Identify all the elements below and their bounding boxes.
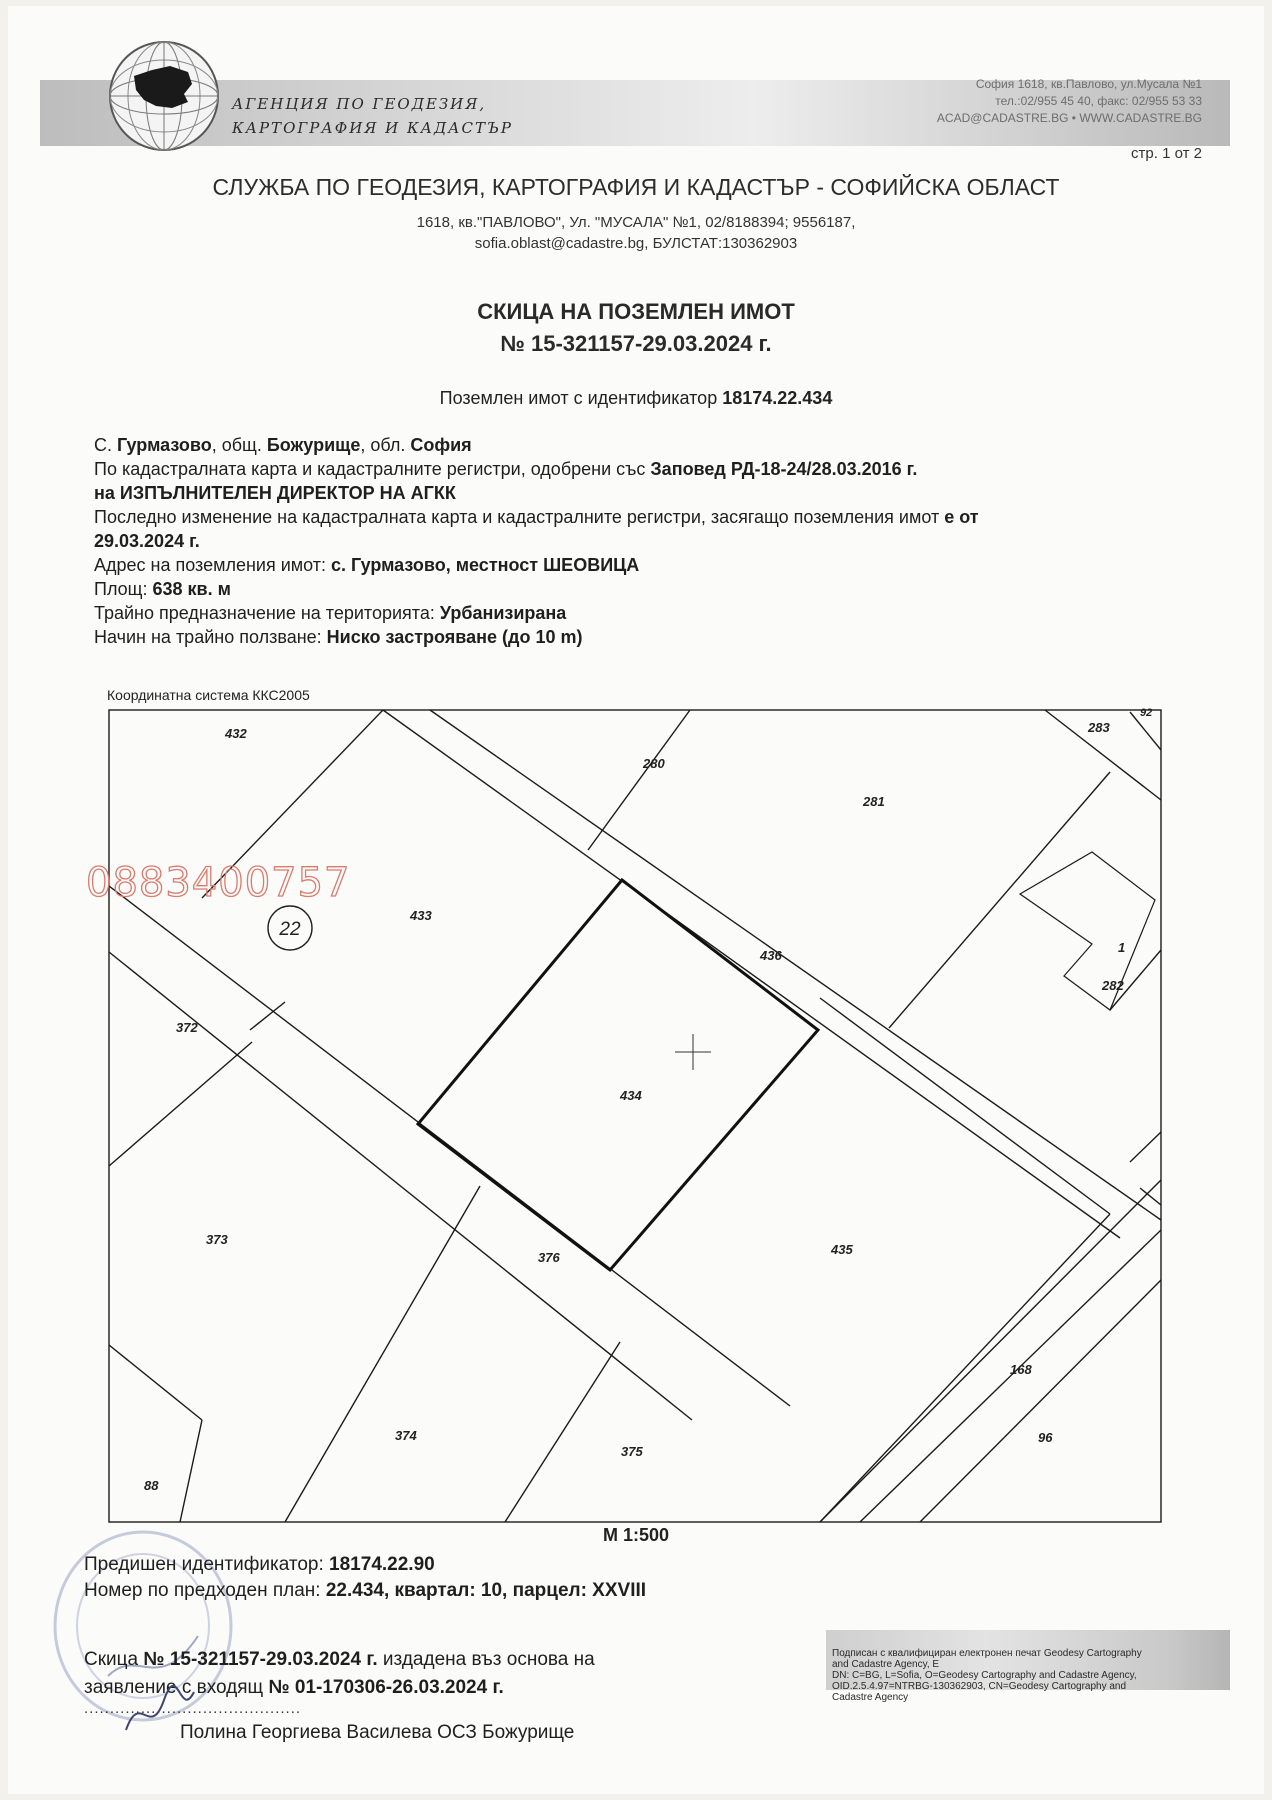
parcel-label-373: 373 [206, 1232, 228, 1247]
issued-line1 [84, 1646, 595, 1674]
parcel-label-432: 432 [225, 726, 247, 741]
usage-label: Начин на трайно ползване: [94, 627, 327, 647]
e-seal-line2: and Cadastre Agency, E [832, 1659, 940, 1670]
e-seal-text [832, 1648, 1232, 1703]
coordinate-system: Координатна система ККС2005 [107, 687, 310, 703]
parcel-label-376: 376 [538, 1250, 560, 1265]
address-value: с. Гурмазово, местност ШЕОВИЦА [331, 555, 640, 575]
area-label: Площ: [94, 579, 153, 599]
last-change-text: Последно изменение на кадастралната карта и кадастралните регистри, засягащо поземления имот [94, 507, 945, 527]
last-change-line [94, 505, 1174, 529]
phone-watermark: 0883400757 [86, 860, 351, 906]
area-value: 638 кв. м [152, 579, 231, 599]
parcel-label-436: 436 [760, 948, 782, 963]
agency-name [232, 92, 513, 140]
identifier-label: Поземлен имот с идентификатор [439, 388, 723, 408]
region: София [410, 435, 472, 455]
previous-id-value: 18174.22.90 [329, 1554, 435, 1575]
document-number: № 15-321157-29.03.2024 г. [500, 331, 772, 356]
previous-id-line [84, 1552, 646, 1578]
service-address [0, 212, 1272, 254]
village-prefix: С. [94, 435, 118, 455]
location-line [94, 433, 1174, 457]
contact-address: София 1618, кв.Павлово, ул.Мусала №1 [975, 77, 1202, 91]
village: Гурмазово [117, 435, 212, 455]
previous-info [84, 1552, 646, 1604]
approval-by-line [94, 481, 1174, 505]
agency-globe-logo [104, 36, 224, 156]
e-seal-line5: Cadastre Agency [832, 1692, 909, 1703]
service-address-line1: 1618, кв."ПАВЛОВО", Ул. "МУСАЛА" №1, 02/8188394; 9556187, [416, 214, 856, 231]
agency-contact [937, 76, 1202, 127]
parcel-label-280: 280 [643, 756, 665, 771]
usage-line [94, 625, 1174, 649]
agency-name-line1: АГЕНЦИЯ ПО ГЕОДЕЗИЯ, [232, 95, 487, 113]
parcel-label-434: 434 [620, 1088, 642, 1103]
agency-name-line2: КАРТОГРАФИЯ И КАДАСТЪР [232, 119, 514, 137]
purpose-label: Трайно предназначение на територията: [94, 603, 440, 623]
request-prefix: заявление с входящ [84, 1677, 269, 1698]
contact-phone: тел.:02/955 45 40, факс: 02/955 53 33 [995, 94, 1202, 108]
municipality: Божурище [266, 435, 361, 455]
issued-number: № 15-321157-29.03.2024 г. [143, 1649, 378, 1670]
parcel-label-374: 374 [395, 1428, 417, 1443]
page-number: стр. 1 от 2 [1131, 145, 1202, 162]
parcel-label-372: 372 [176, 1020, 198, 1035]
address-label: Адрес на поземления имот: [94, 555, 332, 575]
parcel-label-168: 168 [1010, 1362, 1032, 1377]
contact-email-web: ACAD@CADASTRE.BG • WWW.CADASTRE.BG [936, 111, 1202, 125]
parcel-label-1: 1 [1118, 940, 1126, 955]
map-frame [109, 710, 1161, 1522]
parcel-label-375: 375 [621, 1444, 643, 1459]
area-line [94, 577, 1174, 601]
property-info [94, 433, 1174, 649]
previous-plan-label: Номер по предходен план: [84, 1580, 326, 1601]
identifier-value: 18174.22.434 [722, 388, 833, 408]
approval-text: По кадастралната карта и кадастралните регистри, одобрени със [94, 459, 651, 479]
last-change-date-line [94, 529, 1174, 553]
address-line [94, 553, 1174, 577]
document-title-text: СКИЦА НА ПОЗЕМЛЕН ИМОТ [477, 299, 795, 324]
cadastral-map [100, 700, 1166, 1524]
last-change-date: 29.03.2024 г. [94, 531, 200, 551]
block-number: 22 [279, 919, 301, 940]
parcel-label-92: 92 [1140, 707, 1153, 719]
e-seal-line4: OID.2.5.4.97=NTRBG-130362903, CN=Geodesy Cartography and [832, 1681, 1127, 1692]
parcel-label-282: 282 [1102, 978, 1124, 993]
e-seal-line1: Подписан с квалифициран електронен печат Geodesy Cartography [832, 1648, 1142, 1659]
parcel-label-433: 433 [410, 908, 432, 923]
parcel-label-88: 88 [144, 1478, 159, 1493]
parcel-label-96: 96 [1038, 1430, 1053, 1445]
e-seal-line3: DN: C=BG, L=Sofia, O=Geodesy Cartography and Cadastre Agency, [832, 1670, 1137, 1681]
road-edge-1 [383, 710, 1120, 1238]
approval-by: на ИЗПЪЛНИТЕЛЕН ДИРЕКТОР НА АГКК [94, 483, 456, 503]
signature-dots: .......................................... [84, 1700, 302, 1717]
parcel-label-435: 435 [831, 1242, 853, 1257]
issued-prefix: Скица [84, 1649, 144, 1670]
last-change-value1: е от [944, 507, 979, 527]
approval-line [94, 457, 1174, 481]
document-title [0, 296, 1272, 360]
parcel-centroid-cross [675, 1034, 711, 1070]
issued-middle: издадена въз основа на [377, 1649, 595, 1670]
previous-plan-value: 22.434, квартал: 10, парцел: XXVIII [325, 1580, 647, 1601]
usage-value: Ниско застрояване (до 10 m) [326, 627, 583, 647]
parcel-label-281: 281 [863, 794, 885, 809]
previous-plan-line [84, 1578, 646, 1604]
signer-name: Полина Георгиева Василева ОСЗ Божурище [180, 1722, 575, 1743]
request-number: № 01-170306-26.03.2024 г. [268, 1677, 504, 1698]
service-address-line2: sofia.oblast@cadastre.bg, БУЛСТАТ:130362903 [474, 235, 798, 252]
service-name: СЛУЖБА ПО ГЕОДЕЗИЯ, КАРТОГРАФИЯ И КАДАСТЪР - СОФИЙСКА ОБЛАСТ [212, 174, 1060, 200]
municipality-prefix: , общ. [211, 435, 267, 455]
purpose-value: Урбанизирана [439, 603, 567, 623]
purpose-line [94, 601, 1174, 625]
parcel-label-283: 283 [1088, 720, 1110, 735]
previous-id-label: Предишен идентификатор: [84, 1554, 330, 1575]
approval-order: Заповед РД-18-24/28.03.2016 г. [650, 459, 918, 479]
map-scale: М 1:500 [602, 1525, 670, 1545]
region-prefix: , обл. [360, 435, 411, 455]
property-identifier [0, 388, 1272, 409]
